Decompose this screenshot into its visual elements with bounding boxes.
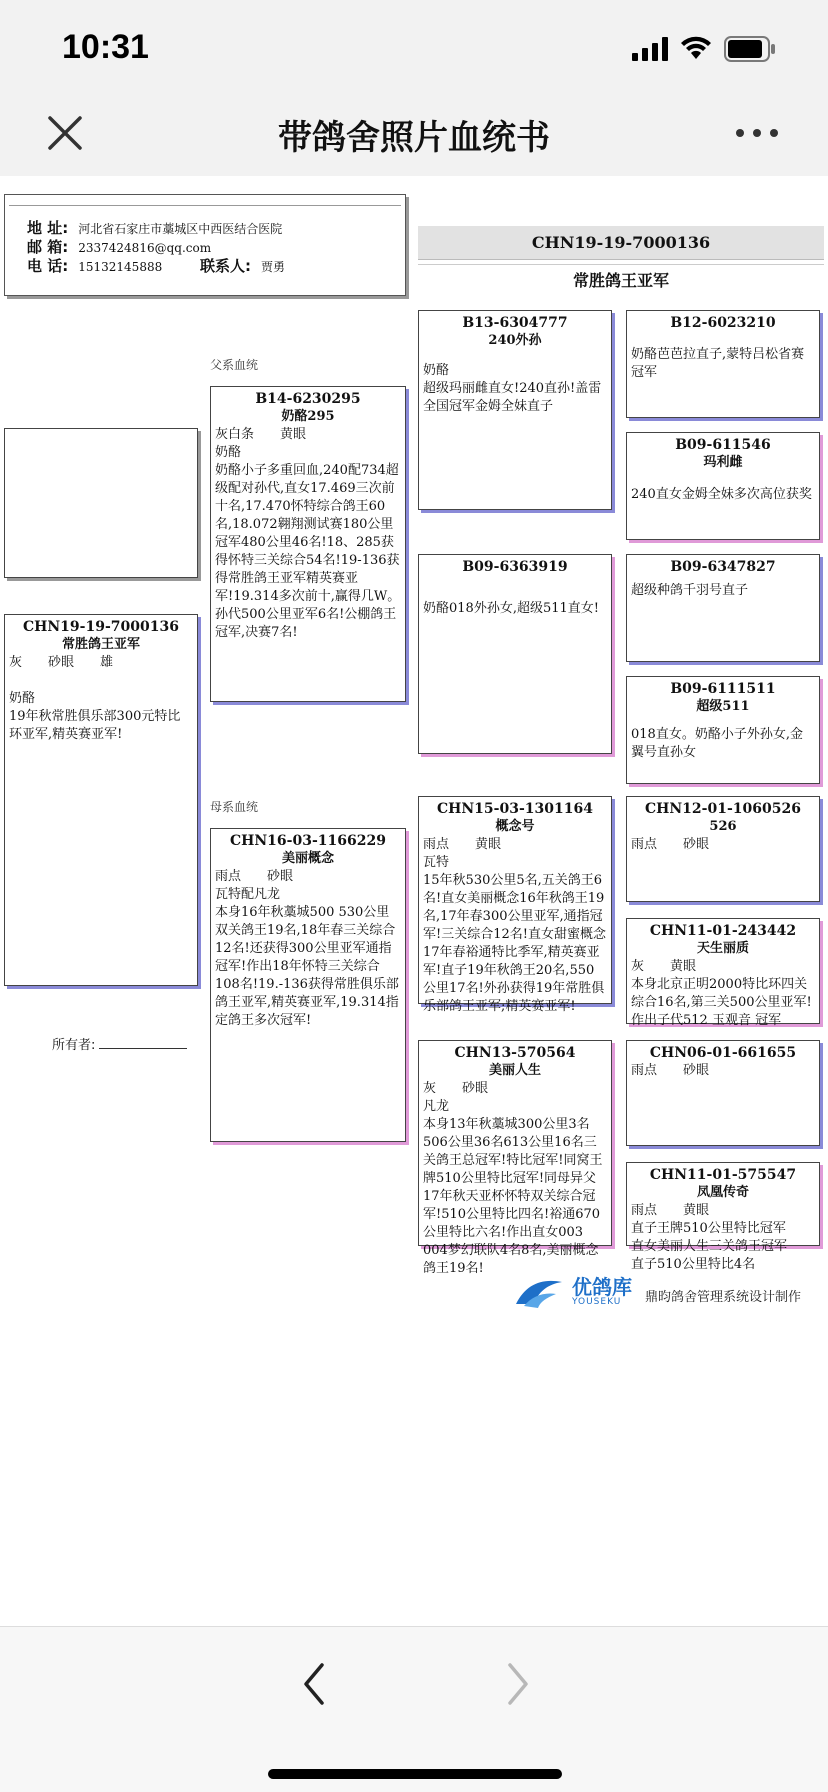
ring-number: B09-6347827 — [670, 559, 776, 575]
bird-bloodline: 凡龙 — [423, 1099, 450, 1114]
sire-line-label: 父系血统 — [210, 358, 259, 372]
ring-number: CHN11-01-243442 — [649, 923, 797, 939]
dam-dam-card — [418, 1040, 612, 1276]
status-icons — [632, 36, 776, 62]
bird-description: 19年秋常胜俱乐部300元特比环亚军,精英赛亚军! — [9, 709, 181, 742]
bird-attributes — [631, 1062, 815, 1080]
bird-color: 灰白条 — [215, 427, 255, 442]
phone-value: 15132145888 — [78, 260, 163, 274]
bird-description: 超级种鸽千羽号直子 — [631, 583, 749, 598]
dam-line-label: 母系血统 — [210, 800, 259, 814]
ring-number: B12-6023210 — [670, 315, 776, 331]
address-row — [27, 217, 282, 238]
phone-label: 电 话: — [27, 257, 69, 275]
bird-name: 概念号 — [495, 819, 535, 834]
bird-color: 雨点 — [423, 837, 450, 852]
bird-description: 奶酪小子多重回血,240配734超级配对孙代,直女17.469三次前十名,17.470怀特综合鸽王60名,18.072翱翔测试赛180公里冠军480公里46名!18、285获得怀特三关综合54名!19-136获得常胜鸽王亚军精英赛亚军!19.314多次前十,赢得几W。孙代500公里亚军6名!公棚鸽王冠军,决赛7名! — [215, 463, 401, 640]
dam-dam-sire-card — [626, 1040, 820, 1146]
dam-sire-card — [418, 796, 612, 1014]
phone-row — [27, 255, 285, 276]
ring-number: CHN11-01-575547 — [649, 1167, 797, 1183]
dam-sire-sire-card — [626, 796, 820, 902]
owner-label: 所有者: — [52, 1038, 96, 1053]
ring-number: B09-6111511 — [670, 681, 776, 697]
bird-description: 超级玛丽雌直女!240直孙!盖雷全国冠军金姆全妹直子 — [423, 381, 602, 414]
bird-name: 玛利雌 — [703, 455, 743, 470]
page-title: 带鸽舍照片血统书 — [278, 118, 550, 158]
pedigree-title-name: 常胜鸽王亚军 — [572, 271, 669, 290]
bird-description: 本身16年秋藁城500 530公里双关鸽王19名,18年春三关综合12名!还获得300公里亚军通指冠军!作出18年怀特三关综合108名!19.-136获得常胜俱乐部鸽王亚军,精英赛亚军,19.314指定鸽王多次冠军! — [215, 905, 399, 1028]
ring-number: CHN12-01-1060526 — [645, 801, 801, 817]
ring-number: B09-6363919 — [462, 559, 568, 575]
bird-color: 灰 — [9, 655, 23, 670]
bird-color: 雨点 — [631, 1063, 658, 1078]
ring-number: B14-6230295 — [255, 391, 361, 407]
bird-attributes — [215, 868, 401, 886]
pigeon-photo-frame — [4, 428, 198, 578]
pedigree-title-ring: CHN19-19-7000136 — [418, 226, 824, 260]
bird-description: 奶酪018外孙女,超级511直女! — [423, 601, 599, 616]
contact-card — [4, 194, 406, 296]
owner-field — [52, 1034, 187, 1053]
dam-sire-dam-card — [626, 918, 820, 1028]
bird-eye: 黄眼 — [475, 837, 502, 852]
bird-description: 奶酪芭芭拉直子,蒙特吕松省赛冠军 — [631, 347, 805, 380]
bottom-toolbar — [0, 1626, 828, 1792]
ring-number: CHN15-03-1301164 — [437, 801, 593, 817]
ring-number: B09-611546 — [675, 437, 771, 453]
status-time: 10:31 — [62, 28, 149, 66]
bird-attributes — [423, 1080, 607, 1098]
battery-icon — [724, 36, 776, 62]
bird-name: 240外孙 — [488, 333, 542, 348]
bird-attributes — [9, 654, 193, 672]
ring-number: CHN06-01-661655 — [649, 1045, 797, 1061]
contact-person-label: 联系人: — [200, 257, 252, 275]
email-value: 2337424816@qq.com — [78, 241, 212, 255]
pigeon-wave-logo-icon — [512, 1274, 566, 1310]
bird-name: 美丽人生 — [488, 1063, 541, 1078]
owner-blank-line — [99, 1048, 187, 1049]
bird-eye: 黄眼 — [683, 1203, 710, 1218]
home-indicator[interactable] — [268, 1769, 562, 1779]
sire-dam-sire-card — [626, 554, 820, 662]
address-label: 地 址: — [27, 219, 69, 237]
designer-credit: 鼎昀鸽舍管理系统设计制作 — [645, 1290, 802, 1305]
bird-eye: 砂眼 — [267, 869, 294, 884]
bird-name: 奶酪295 — [281, 409, 335, 424]
bird-bloodline: 奶酪 — [423, 363, 450, 378]
logo-subtext: YOUSEKU — [572, 1297, 622, 1307]
bird-description: 本身北京正明2000特比环四关综合16名,第三关500公里亚军!作出子代512 玉观音 冠军 — [631, 977, 812, 1028]
divider — [9, 205, 401, 206]
bird-description: 240直女金姆全妹多次高位获奖 — [631, 487, 812, 502]
bird-color: 灰 — [423, 1081, 437, 1096]
bird-sex: 雄 — [100, 655, 114, 670]
cellular-signal-icon — [632, 37, 668, 61]
bird-description: 本身13年秋藁城300公里3名506公里36名613公里16名三关鸽王总冠军!特比冠军!同窝王牌510公里特比冠军!同母异父17年秋天亚杯怀特双关综合冠军!510公里特比四名!裕通670公里特比六名!作出直女003 004梦幻联队4名8名,美丽概念鸽王19名! — [423, 1117, 603, 1276]
bird-description: 直子王牌510公里特比冠军 直女美丽人生三关鸽王冠军 直子510公里特比4名 — [631, 1221, 788, 1272]
bird-description: 15年秋530公里5名,五关鸽王6名!直女美丽概念16年秋鸽王19名,17年春300公里亚军,通指冠军!三关综合12名!直女甜蜜概念17年春裕通特比季军,精英赛亚军!直子19年秋鸽王20名,550公里17名!外孙获得19年常胜俱乐部鸽王亚军;精英赛亚军! — [423, 873, 606, 1014]
bird-name: 美丽概念 — [281, 851, 334, 866]
bird-name: 超级511 — [696, 699, 750, 714]
dam-dam-dam-card — [626, 1162, 820, 1272]
bird-bloodline: 奶酪 — [215, 445, 242, 460]
address-value: 河北省石家庄市藁城区中西医结合医院 — [78, 222, 283, 236]
sire-sire-sire-card — [626, 310, 820, 418]
dam-card — [210, 828, 406, 1142]
bird-attributes — [631, 958, 815, 976]
subject-bird-card — [4, 614, 198, 986]
ring-number: CHN16-03-1166229 — [230, 833, 386, 849]
bird-attributes — [215, 426, 401, 444]
sire-dam-dam-card — [626, 676, 820, 784]
ring-number: CHN13-570564 — [454, 1045, 576, 1061]
bird-eye: 砂眼 — [683, 1063, 710, 1078]
divider — [418, 264, 824, 265]
sire-sire-card — [418, 310, 612, 510]
bird-description: 018直女。奶酪小子外孙女,金翼号直孙女 — [631, 727, 803, 760]
bird-bloodline: 奶酪 — [9, 691, 36, 706]
sire-dam-card — [418, 554, 612, 754]
email-label: 邮 箱: — [27, 238, 69, 256]
bird-name: 526 — [709, 819, 737, 834]
bird-name: 凤凰传奇 — [696, 1185, 749, 1200]
bird-color: 雨点 — [631, 1203, 658, 1218]
bird-attributes — [631, 1202, 815, 1220]
bird-attributes — [423, 836, 607, 854]
bird-eye: 黄眼 — [670, 959, 697, 974]
ring-number: CHN19-19-7000136 — [23, 619, 179, 635]
youseku-logo — [512, 1274, 632, 1310]
pedigree-document — [0, 176, 828, 1626]
sire-sire-dam-card — [626, 432, 820, 540]
bird-color: 雨点 — [631, 837, 658, 852]
contact-person-value: 贾勇 — [261, 260, 286, 274]
more-options-icon[interactable] — [732, 110, 782, 156]
bird-attributes — [631, 836, 815, 854]
email-row — [27, 236, 211, 257]
bird-name: 天生丽质 — [696, 941, 749, 956]
status-bar — [0, 0, 828, 100]
bird-bloodline: 瓦特 — [423, 855, 450, 870]
back-arrow-icon[interactable] — [296, 1659, 332, 1709]
bird-eye: 黄眼 — [280, 427, 307, 442]
bird-eye: 砂眼 — [48, 655, 75, 670]
sire-card — [210, 386, 406, 702]
bird-name: 常胜鸽王亚军 — [61, 637, 140, 652]
bird-bloodline: 瓦特配凡龙 — [215, 887, 281, 902]
forward-arrow-icon[interactable] — [500, 1659, 536, 1709]
bird-color: 灰 — [631, 959, 645, 974]
wifi-icon — [680, 37, 712, 61]
ring-number: B13-6304777 — [462, 315, 568, 331]
nav-bar — [0, 100, 828, 176]
bird-eye: 砂眼 — [462, 1081, 489, 1096]
bird-color: 雨点 — [215, 869, 242, 884]
logo-text: 优鸽库 — [572, 1275, 632, 1299]
bird-eye: 砂眼 — [683, 837, 710, 852]
